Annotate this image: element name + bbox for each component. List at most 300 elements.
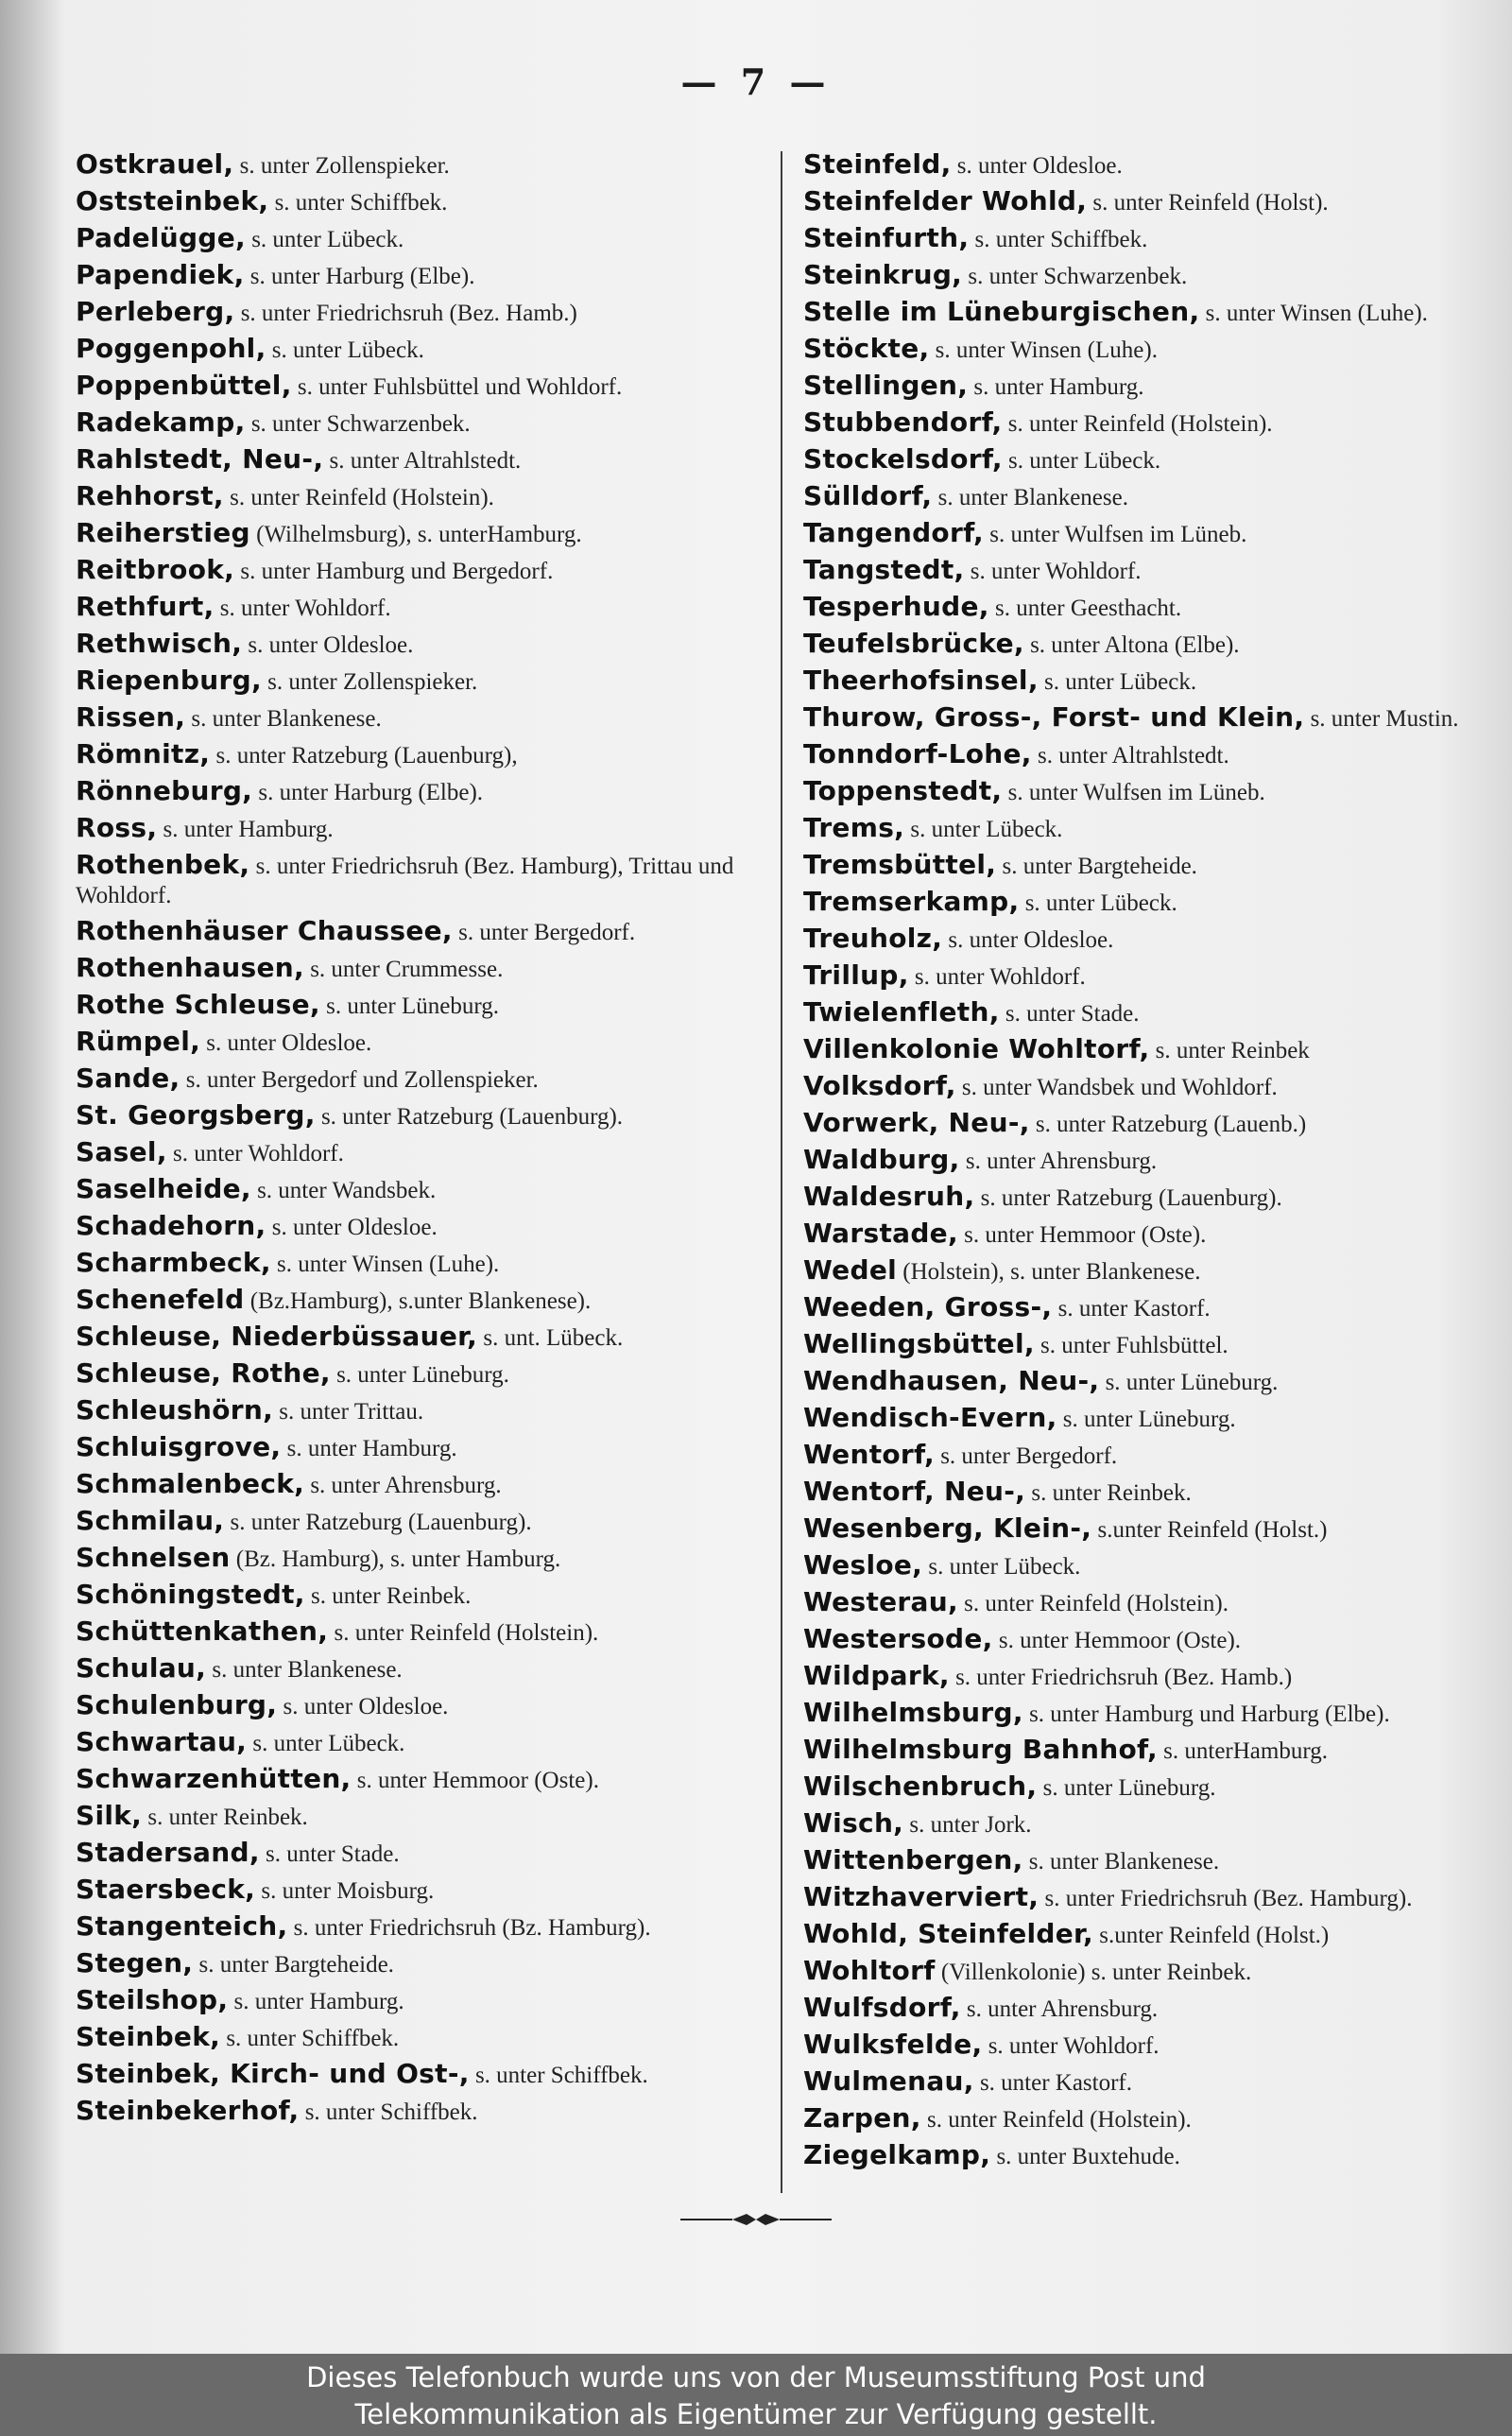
place-name: Sasel, xyxy=(76,1136,167,1167)
reference-text: s. unter Wulfsen im Lüneb. xyxy=(983,522,1247,547)
place-name: Wittenbergen, xyxy=(803,1844,1023,1875)
place-name: Sülldorf, xyxy=(803,480,933,511)
reference-text: s. unter Geesthacht. xyxy=(988,596,1182,621)
place-name: Steinbekerhof, xyxy=(76,2095,300,2126)
directory-entry xyxy=(803,1289,1465,1326)
reference-text: (Wilhelmsburg), s. unterHamburg. xyxy=(249,522,582,547)
place-name: Wilschenbruch, xyxy=(803,1771,1038,1802)
place-name: Steinfelder Wohld, xyxy=(803,185,1088,216)
directory-entry xyxy=(803,1363,1465,1400)
reference-text: s. unter Ratzeburg (Lauenburg). xyxy=(974,1185,1282,1211)
directory-entry xyxy=(803,1621,1465,1658)
directory-entry xyxy=(803,736,1465,773)
directory-entry xyxy=(803,1031,1465,1068)
directory-entry xyxy=(76,1171,737,1208)
reference-text: s. unter Ratzeburg (Lauenburg). xyxy=(224,1510,532,1535)
reference-text: s. unter Oldesloe. xyxy=(266,1215,438,1240)
directory-entry xyxy=(803,1474,1465,1511)
place-name: Schleuse, Niederbüssauer, xyxy=(76,1321,478,1352)
directory-entry xyxy=(76,850,737,910)
reference-text: s. unter Wohldorf. xyxy=(166,1141,344,1166)
place-name: Tremsbüttel, xyxy=(803,849,997,880)
place-name: Stadersand, xyxy=(76,1837,260,1868)
directory-entry xyxy=(76,987,737,1024)
reference-text: s. unter Kastorf. xyxy=(973,2070,1133,2096)
reference-text: s. unter Oldesloe. xyxy=(277,1694,449,1719)
directory-entry xyxy=(803,441,1465,478)
reference-text: s. unter Lüneburg. xyxy=(1099,1370,1279,1395)
directory-entry xyxy=(76,1687,737,1724)
reference-text: s. unter Oldesloe. xyxy=(942,927,1114,953)
directory-entry xyxy=(803,257,1465,294)
reference-text: s. unter Wulfsen im Lüneb. xyxy=(1002,780,1265,805)
directory-entry xyxy=(76,1282,737,1319)
place-name: Wesloe, xyxy=(803,1549,923,1581)
reference-text: s. unter Trittau. xyxy=(273,1399,424,1425)
place-name: Wilhelmsburg Bahnhof, xyxy=(803,1734,1158,1765)
place-name: Wentorf, Neu-, xyxy=(803,1476,1026,1507)
directory-entry xyxy=(803,921,1465,958)
directory-entry xyxy=(76,1835,737,1872)
place-name: Waldburg, xyxy=(803,1144,960,1175)
place-name: Rahlstedt, Neu-, xyxy=(76,443,324,475)
place-name: Rissen, xyxy=(76,701,186,733)
reference-text: s. unter Lübeck. xyxy=(266,337,424,363)
directory-entry xyxy=(803,847,1465,884)
directory-entry xyxy=(76,700,737,736)
place-name: Schöningstedt, xyxy=(76,1579,305,1610)
reference-text: s. unter Blankenese. xyxy=(206,1657,403,1683)
reference-text: (Bz. Hamburg), s. unter Hamburg. xyxy=(230,1546,561,1572)
reference-text: s. unter Reinfeld (Holstein). xyxy=(223,485,494,510)
directory-entry xyxy=(803,1179,1465,1216)
reference-text: s. unter Bergedorf. xyxy=(934,1443,1118,1469)
place-name: Schleushörn, xyxy=(76,1394,274,1425)
reference-text: (Holstein), s. unter Blankenese. xyxy=(897,1259,1201,1285)
reference-text: s. unter Bergedorf. xyxy=(452,920,636,945)
place-name: Schadehorn, xyxy=(76,1210,266,1241)
directory-entry xyxy=(803,1437,1465,1474)
place-name: Rethwisch, xyxy=(76,628,243,659)
directory-entry xyxy=(76,810,737,847)
directory-entry xyxy=(76,515,737,552)
place-name: Schleuse, Rothe, xyxy=(76,1357,331,1389)
left-column xyxy=(76,147,737,2130)
place-name: Tangstedt, xyxy=(803,554,965,585)
place-name: Ross, xyxy=(76,812,158,843)
directory-entry xyxy=(803,147,1465,183)
reference-text: s. unter Schiffbek. xyxy=(299,2099,478,2125)
reference-text: s. unter Wohldorf. xyxy=(982,2033,1160,2059)
place-name: Weeden, Gross-, xyxy=(803,1291,1053,1322)
place-name: Steinbek, xyxy=(76,2021,221,2052)
place-name: Wilhelmsburg, xyxy=(803,1697,1023,1728)
footer-notice xyxy=(0,2354,1512,2436)
place-name: Twielenfleth, xyxy=(803,996,1000,1028)
directory-entry xyxy=(76,331,737,368)
place-name: Schnelsen xyxy=(76,1542,231,1573)
place-name: Steinfeld, xyxy=(803,148,952,180)
place-name: Zarpen, xyxy=(803,2102,921,2134)
reference-text: s. unter Reinbek. xyxy=(142,1805,308,1830)
reference-text: s. unter Wandsbek und Wohldorf. xyxy=(955,1075,1278,1100)
place-name: Steilshop, xyxy=(76,1984,229,2015)
reference-text: s. unter Blankenese. xyxy=(932,485,1128,510)
directory-entry xyxy=(803,1842,1465,1879)
reference-text: s. unter Hamburg. xyxy=(157,817,334,842)
directory-entry xyxy=(76,1208,737,1245)
directory-entry xyxy=(76,441,737,478)
reference-text: s. unter Lübeck. xyxy=(1002,448,1161,474)
directory-entry xyxy=(76,1392,737,1429)
place-name: Reiherstieg xyxy=(76,517,250,548)
place-name: Sande, xyxy=(76,1063,180,1094)
place-name: Steinfurth, xyxy=(803,222,970,253)
directory-entry xyxy=(803,2027,1465,2064)
directory-entry xyxy=(76,1134,737,1171)
directory-entry xyxy=(76,1909,737,1945)
directory-entry xyxy=(803,294,1465,331)
reference-text: s. unter Winsen (Luhe). xyxy=(1199,301,1428,326)
place-name: Wesenberg, Klein-, xyxy=(803,1512,1092,1544)
place-name: Rehhorst, xyxy=(76,480,224,511)
directory-entry xyxy=(803,1326,1465,1363)
directory-entry xyxy=(76,183,737,220)
directory-entry xyxy=(76,1872,737,1909)
place-name: Schulau, xyxy=(76,1652,207,1684)
directory-entry xyxy=(803,220,1465,257)
place-name: Wellingsbüttel, xyxy=(803,1328,1035,1359)
directory-entry xyxy=(803,700,1465,736)
reference-text: s. unter Reinfeld (Holstein). xyxy=(957,1591,1228,1616)
directory-entry xyxy=(76,1982,737,2019)
reference-text: s. unter Schiffbek. xyxy=(469,2063,648,2088)
place-name: Vorwerk, Neu-, xyxy=(803,1107,1030,1138)
reference-text: s. unter Schwarzenbek. xyxy=(245,411,471,437)
directory-entry xyxy=(76,1945,737,1982)
place-name: Thurow, Gross-, Forst- und Klein, xyxy=(803,701,1305,733)
directory-entry xyxy=(76,1540,737,1577)
reference-text: s.unter Reinfeld (Holst.) xyxy=(1091,1517,1328,1543)
directory-entry xyxy=(803,1105,1465,1142)
directory-entry xyxy=(76,1356,737,1392)
directory-entry xyxy=(76,589,737,626)
reference-text: s. unter Lüneburg. xyxy=(1057,1407,1236,1432)
directory-entry xyxy=(803,1990,1465,2027)
place-name: Stöckte, xyxy=(803,333,930,364)
directory-entry xyxy=(803,994,1465,1031)
directory-entry xyxy=(803,1511,1465,1547)
reference-text: s. unter Wohldorf. xyxy=(964,559,1142,584)
place-name: Stangenteich, xyxy=(76,1910,288,1942)
reference-text: s. unter Bargteheide. xyxy=(996,854,1197,879)
place-name: Saselheide, xyxy=(76,1173,251,1204)
directory-entry xyxy=(76,626,737,663)
place-name: Radekamp, xyxy=(76,406,246,438)
reference-text: s. unter Oldesloe. xyxy=(242,632,414,658)
place-name: Waldesruh, xyxy=(803,1181,975,1212)
footer-line-2: Telekommunikation als Eigentümer zur Verfügung gestellt. xyxy=(354,2398,1158,2430)
place-name: Steinbek, Kirch- und Ost-, xyxy=(76,2058,470,2089)
reference-text: s. unter Hamburg. xyxy=(281,1436,457,1461)
directory-entry xyxy=(803,1253,1465,1289)
reference-text: s. unter Hamburg und Harburg (Elbe). xyxy=(1022,1702,1390,1727)
reference-text: s. unter Oldesloe. xyxy=(200,1030,372,1056)
place-name: Wentorf, xyxy=(803,1439,935,1470)
directory-entry xyxy=(803,1068,1465,1105)
directory-entry xyxy=(76,1577,737,1614)
reference-text: s. unter Lüneburg. xyxy=(330,1362,509,1388)
place-name: Teufelsbrücke, xyxy=(803,628,1024,659)
directory-entry xyxy=(803,1142,1465,1179)
directory-entry xyxy=(803,478,1465,515)
place-name: Tangendorf, xyxy=(803,517,984,548)
place-name: Volksdorf, xyxy=(803,1070,956,1101)
directory-entry xyxy=(76,1798,737,1835)
reference-text: s. unter Schiffbek. xyxy=(268,190,448,216)
place-name: Stegen, xyxy=(76,1947,194,1978)
place-name: Schmilau, xyxy=(76,1505,225,1536)
place-name: St. Georgsberg, xyxy=(76,1099,316,1131)
place-name: Ostkrauel, xyxy=(76,148,234,180)
directory-entry xyxy=(803,331,1465,368)
directory-entry xyxy=(803,1805,1465,1842)
place-name: Trems, xyxy=(803,812,905,843)
reference-text: s. unter Zollenspieker. xyxy=(233,153,450,179)
directory-entry xyxy=(803,183,1465,220)
directory-entry xyxy=(803,2100,1465,2137)
place-name: Wulksfelde, xyxy=(803,2029,983,2060)
reference-text: s. unter Buxtehude. xyxy=(990,2144,1180,2169)
directory-entry xyxy=(76,2019,737,2056)
directory-entry xyxy=(803,1695,1465,1732)
directory-entry xyxy=(76,1097,737,1134)
place-name: Rothenhäuser Chaussee, xyxy=(76,915,453,946)
place-name: Wendisch-Evern, xyxy=(803,1402,1057,1433)
place-name: Ziegelkamp, xyxy=(803,2139,991,2170)
reference-text: s. unter Friedrichsruh (Bez. Hamburg). xyxy=(1039,1886,1413,1911)
directory-entry xyxy=(803,958,1465,994)
directory-entry xyxy=(803,405,1465,441)
reference-text: s. unter Crummesse. xyxy=(303,957,504,982)
reference-text: s. unter Oldesloe. xyxy=(951,153,1123,179)
place-name: Rothenhausen, xyxy=(76,952,304,983)
place-name: Schluisgrove, xyxy=(76,1431,282,1462)
reference-text: s. unter Blankenese. xyxy=(185,706,382,732)
reference-text: s. unter Mustin. xyxy=(1304,706,1459,732)
directory-entry xyxy=(803,810,1465,847)
directory-entry xyxy=(76,552,737,589)
reference-text: s. unter Jork. xyxy=(903,1812,1032,1838)
reference-text: s. unter Ahrensburg. xyxy=(960,1996,1159,2022)
directory-entry xyxy=(803,1547,1465,1584)
reference-text: s. unterHamburg. xyxy=(1157,1738,1328,1764)
reference-text: s. unter Zollenspieker. xyxy=(261,669,478,695)
directory-entry xyxy=(803,1216,1465,1253)
reference-text: s. unter Harburg (Elbe). xyxy=(244,264,475,289)
reference-text: s. unter Altrahlstedt. xyxy=(323,448,522,474)
place-name: Papendiek, xyxy=(76,259,245,290)
place-name: Stockelsdorf, xyxy=(803,443,1003,475)
place-name: Riepenburg, xyxy=(76,665,262,696)
reference-text: s. unter Harburg (Elbe). xyxy=(252,780,484,805)
directory-entry xyxy=(76,950,737,987)
directory-entry xyxy=(803,1916,1465,1953)
reference-text: s. unter Reinfeld (Holstein). xyxy=(920,2107,1192,2133)
reference-text: s. unt. Lübeck. xyxy=(477,1325,624,1351)
place-name: Wulmenau, xyxy=(803,2065,974,2097)
directory-entry xyxy=(76,1614,737,1650)
place-name: Schulenburg, xyxy=(76,1689,278,1720)
directory-entry xyxy=(76,1466,737,1503)
place-name: Tremserkamp, xyxy=(803,886,1020,917)
directory-entry xyxy=(76,2093,737,2130)
footer-line-1: Dieses Telefonbuch wurde uns von der Museumsstiftung Post und xyxy=(306,2361,1206,2393)
reference-text: s. unter Fuhlsbüttel und Wohldorf. xyxy=(291,374,623,400)
place-name: Villenkolonie Wohltorf, xyxy=(803,1033,1150,1064)
reference-text: s. unter Schwarzenbek. xyxy=(962,264,1188,289)
place-name: Poppenbüttel, xyxy=(76,370,292,401)
place-name: Stellingen, xyxy=(803,370,969,401)
reference-text: s. unter Hemmoor (Oste). xyxy=(957,1222,1207,1248)
end-ornament xyxy=(680,2210,832,2229)
place-name: Tonndorf-Lohe, xyxy=(803,738,1032,769)
reference-text: s. unter Lübeck. xyxy=(1019,890,1177,916)
place-name: Rümpel, xyxy=(76,1026,201,1057)
directory-entry xyxy=(76,368,737,405)
directory-entry xyxy=(76,1024,737,1061)
reference-text: s. unter Hemmoor (Oste). xyxy=(351,1768,599,1793)
directory-entry xyxy=(76,663,737,700)
place-name: Staersbeck, xyxy=(76,1874,256,1905)
reference-text: s. unter Kastorf. xyxy=(1052,1296,1211,1322)
directory-entry xyxy=(803,515,1465,552)
directory-entry xyxy=(76,773,737,810)
place-name: Wisch, xyxy=(803,1807,904,1839)
place-name: Westersode, xyxy=(803,1623,993,1654)
reference-text: s. unter Lübeck. xyxy=(245,227,404,252)
place-name: Wendhausen, Neu-, xyxy=(803,1365,1100,1396)
directory-entry xyxy=(803,1769,1465,1805)
reference-text: s. unter Winsen (Luhe). xyxy=(929,337,1158,363)
place-name: Schüttenkathen, xyxy=(76,1615,329,1647)
directory-entry xyxy=(803,663,1465,700)
directory-entry xyxy=(76,1724,737,1761)
reference-text: s. unter Reinbek. xyxy=(1025,1480,1192,1506)
reference-text: s. unter Altrahlstedt. xyxy=(1031,743,1229,769)
place-name: Steinkrug, xyxy=(803,259,963,290)
directory-entry xyxy=(76,1650,737,1687)
directory-entry xyxy=(76,257,737,294)
directory-entry xyxy=(76,1061,737,1097)
place-name: Schwartau, xyxy=(76,1726,248,1757)
reference-text: s. unter Stade. xyxy=(999,1001,1140,1027)
place-name: Wohltorf xyxy=(803,1955,936,1986)
place-name: Schwarzenhütten, xyxy=(76,1763,352,1794)
directory-entry xyxy=(803,1584,1465,1621)
page-number: — 7 — xyxy=(680,60,832,103)
reference-text: s. unter Blankenese. xyxy=(1022,1849,1220,1875)
reference-text: s. unter Lüneburg. xyxy=(1037,1775,1216,1801)
place-name: Oststeinbek, xyxy=(76,185,269,216)
directory-entry xyxy=(76,220,737,257)
directory-entry xyxy=(76,405,737,441)
reference-text: s. unter Bargteheide. xyxy=(193,1952,394,1978)
reference-text: s. unter Friedrichsruh (Bz. Hamburg). xyxy=(287,1915,651,1941)
directory-entry xyxy=(76,478,737,515)
place-name: Rönneburg, xyxy=(76,775,253,806)
directory-entry xyxy=(76,1429,737,1466)
directory-entry xyxy=(76,913,737,950)
reference-text: s. unter Friedrichsruh (Bez. Hamb.) xyxy=(234,301,577,326)
directory-entry xyxy=(803,1879,1465,1916)
place-name: Theerhofsinsel, xyxy=(803,665,1039,696)
reference-text: s. unter Bergedorf und Zollenspieker. xyxy=(180,1067,539,1093)
reference-text: s. unter Ahrensburg. xyxy=(959,1149,1158,1174)
column-divider xyxy=(781,151,782,2193)
reference-text: s. unter Hamburg. xyxy=(968,374,1144,400)
reference-text: s. unter Wohldorf. xyxy=(214,596,391,621)
reference-text: s. unter Lübeck. xyxy=(1038,669,1197,695)
reference-text: s. unter Wohldorf. xyxy=(908,964,1086,990)
place-name: Schmalenbeck, xyxy=(76,1468,305,1499)
directory-entry xyxy=(803,626,1465,663)
reference-text: (Bz.Hamburg), s.unter Blankenese). xyxy=(244,1288,592,1314)
directory-entry xyxy=(803,1658,1465,1695)
right-column xyxy=(803,147,1465,2174)
reference-text: s. unter Fuhlsbüttel. xyxy=(1034,1333,1228,1358)
reference-text: s. unter Wandsbek. xyxy=(250,1178,437,1203)
directory-entry xyxy=(803,368,1465,405)
place-name: Tesperhude, xyxy=(803,591,989,622)
directory-entry xyxy=(803,589,1465,626)
reference-text: s. unter Reinfeld (Holstein). xyxy=(1002,411,1273,437)
reference-text: s. unter Hemmoor (Oste). xyxy=(992,1628,1242,1653)
directory-entry xyxy=(803,773,1465,810)
reference-text: s. unter Lübeck. xyxy=(247,1731,405,1756)
reference-text: s. unter Lübeck. xyxy=(904,817,1063,842)
reference-text: s. unter Reinfeld (Holstein). xyxy=(328,1620,599,1646)
place-name: Schenefeld xyxy=(76,1284,245,1315)
place-name: Wildpark, xyxy=(803,1660,950,1691)
directory-entry xyxy=(803,2064,1465,2100)
reference-text: s. unter Ratzeburg (Lauenburg), xyxy=(210,743,518,769)
reference-text: s. unter Reinbek. xyxy=(304,1583,472,1609)
reference-text: s. unter Moisburg. xyxy=(255,1878,435,1904)
place-name: Rethfurt, xyxy=(76,591,215,622)
place-name: Witzhaverviert, xyxy=(803,1881,1040,1912)
place-name: Trillup, xyxy=(803,959,909,991)
directory-entry xyxy=(76,1319,737,1356)
reference-text: s. unter Ratzeburg (Lauenb.) xyxy=(1029,1112,1307,1137)
directory-entry xyxy=(803,1953,1465,1990)
place-name: Poggenpohl, xyxy=(76,333,266,364)
reference-text: s. unter Altona (Elbe). xyxy=(1023,632,1240,658)
reference-text: s. unter Friedrichsruh (Bez. Hamb.) xyxy=(949,1665,1293,1690)
place-name: Wulfsdorf, xyxy=(803,1992,961,2023)
place-name: Römnitz, xyxy=(76,738,211,769)
place-name: Padelügge, xyxy=(76,222,246,253)
place-name: Treuholz, xyxy=(803,923,943,954)
directory-entry xyxy=(76,147,737,183)
reference-text: s. unter Schiffbek. xyxy=(220,2026,400,2051)
reference-text: (Villenkolonie) s. unter Reinbek. xyxy=(935,1960,1252,1985)
reference-text: s. unter Winsen (Luhe). xyxy=(270,1252,500,1277)
place-name: Rothenbek, xyxy=(76,850,250,880)
reference-text: s. unter Lübeck. xyxy=(922,1554,1081,1580)
place-name: Scharmbeck, xyxy=(76,1247,271,1278)
reference-text: s. unter Hamburg und Bergedorf. xyxy=(234,559,554,584)
